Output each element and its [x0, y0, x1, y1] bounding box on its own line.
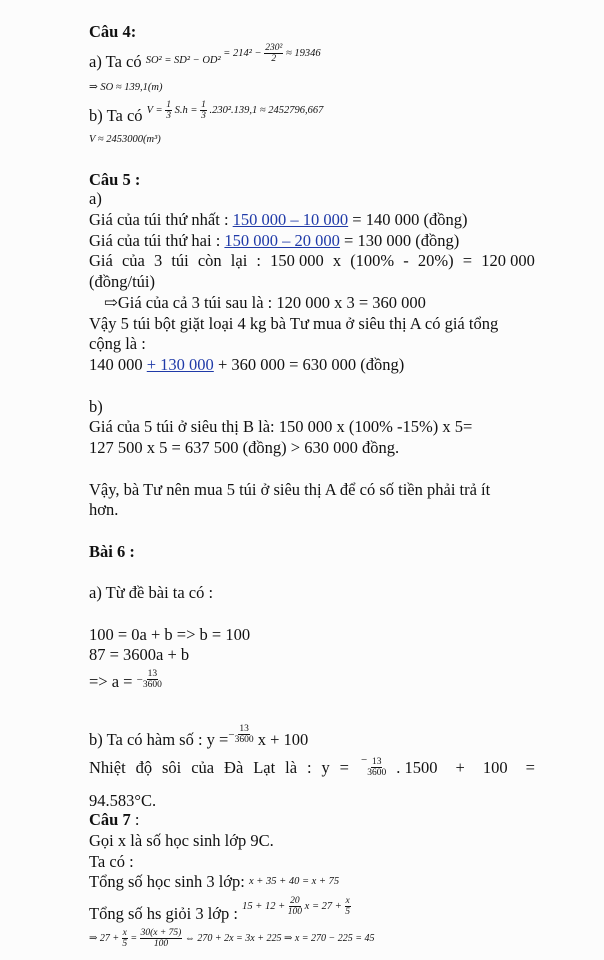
cau7-line4-frac2-den: 5 — [345, 907, 350, 918]
cau5-line2 — [89, 231, 459, 251]
cau4-b-prefix: b) Ta có — [89, 106, 143, 125]
cau4-a-formula — [145, 43, 321, 66]
bai6-temp-frac-num: 13 — [371, 757, 382, 767]
cau5-b-line3: Vậy, bà Tư nên mua 5 túi ở siêu thị A để có số tiền phải trả ít — [89, 480, 491, 499]
cau7-heading-line — [89, 810, 139, 830]
cau7-line5-frac2-num: 30(x + 75) — [140, 928, 182, 938]
cau5-b-line1: Giá của 5 túi ở siêu thị B là: 150 000 x (100% -15%) x 5= — [89, 417, 473, 436]
bai6-temp-tail-word: . 1500 — [396, 757, 438, 777]
cau5-line2-result: = 130 000 (đồng) — [339, 231, 460, 250]
bai6-temp-frac-den: 3600 — [367, 768, 387, 778]
cau7-line5-frac1 — [122, 928, 128, 949]
cau5-line6: cộng là : — [89, 334, 146, 353]
cau5-line3-word: - — [403, 251, 409, 270]
bai6-b-line — [89, 723, 309, 749]
cau7-line1: Gọi x là số học sinh lớp 9C. — [89, 831, 274, 850]
cau7-line4-part1: 15 + 12 + — [242, 901, 286, 912]
cau4-b-result: V ≈ 2453000(m³) — [89, 134, 161, 145]
cau7-line5-frac1-num: x — [122, 928, 127, 938]
cau4-b-formula-part2: S.h = — [174, 105, 198, 116]
cau5-line5: Vậy 5 túi bột giặt loại 4 kg bà Tư mua ở siêu thị A có giá tổng — [89, 314, 499, 333]
cau5-line1-link[interactable]: 150 000 – 10 000 — [232, 210, 349, 229]
cau4-a-formula-part3: ≈ 19346 — [285, 48, 321, 59]
bai6-b-text: b) Ta có hàm số : y = — [89, 730, 229, 749]
bai6-eq3-text: => a = — [89, 672, 133, 691]
cau7-heading-suffix: : — [130, 810, 140, 829]
cau4-a-prefix: a) Ta có — [89, 52, 142, 71]
cau4-b-frac1 — [165, 100, 172, 121]
cau5-line3-word: lại — [230, 251, 248, 270]
cau4-a-formula-part1: SO² = SD² − OD² — [145, 55, 221, 66]
cau7-line4-frac1-den: 100 — [287, 907, 303, 918]
bai6-temp-fraction — [367, 757, 386, 778]
cau5-line1-text: Giá của túi thứ nhất : — [89, 210, 233, 229]
cau5-b-line2: 127 500 x 5 = 637 500 (đồng) > 630 000 đồng. — [89, 438, 400, 457]
bai6-b-tail: x + 100 — [257, 730, 309, 749]
bai6-a-line: a) Từ đề bài ta có : — [89, 583, 214, 602]
cau4-a-result: ⇒ SO ≈ 139,1(m) — [89, 82, 163, 93]
bai6-temp-word: y — [321, 757, 330, 777]
bai6-temp-word: của — [191, 757, 215, 777]
bai6-eq1: 100 = 0a + b => b = 100 — [89, 625, 251, 644]
cau4-a-frac-den: 2 — [271, 54, 277, 65]
cau4-a-fraction — [264, 43, 283, 64]
cau7-line3-formula: x + 35 + 40 = x + 75 — [248, 876, 340, 887]
cau4-b-frac2-den: 3 — [201, 111, 206, 122]
cau4-a-formula-part2: = 214² − — [223, 48, 262, 59]
bai6-temp-word: độ — [135, 757, 153, 777]
cau5-line7-result: + 360 000 = 630 000 (đồng) — [213, 355, 405, 374]
bai6-b-frac-num: 13 — [239, 723, 249, 734]
cau5-line3 — [89, 251, 535, 271]
cau7-heading: Câu 7 — [89, 810, 131, 829]
bai6-temp-tail-word: = — [525, 757, 535, 777]
cau4-b-frac2-num: 1 — [201, 100, 206, 111]
bai6-temp-word: Lạt — [253, 757, 276, 777]
bai6-temp-word: = — [339, 757, 349, 777]
bai6-eq3 — [89, 668, 162, 690]
cau7-line4-text: Tổng số hs giỏi 3 lớp : — [89, 904, 238, 923]
cau4-b-frac1-num: 1 — [166, 100, 171, 111]
bai6-temp-words — [89, 758, 349, 778]
cau5-b-line4: hơn. — [89, 500, 119, 519]
bai6-eq3-frac-den: 3600 — [142, 679, 162, 690]
cau7-line4 — [89, 898, 351, 921]
cau5-line3-word: của — [121, 251, 145, 270]
cau7-line5-frac1-den: 5 — [122, 939, 128, 949]
cau5-line3-word: : — [256, 251, 261, 270]
cau4-b-formula-part1: V = — [146, 105, 163, 116]
bai6-b-frac-den: 3600 — [234, 734, 254, 745]
cau7-line5-part1: ⇒ 27 + — [89, 932, 120, 944]
cau7-line4-frac2-num: x — [345, 896, 350, 907]
cau5-line1-result: = 140 000 (đồng) — [348, 210, 468, 229]
cau5-line3-word: 150 000 — [270, 251, 324, 270]
cau7-line5-part3: ⇔ 270 + 2x = 3x + 225 ⇒ x = 270 − 225 = 45 — [184, 932, 375, 944]
cau7-line5-part2: = — [130, 932, 138, 944]
cau5-line3-word: 20%) — [417, 251, 454, 270]
cau7-line5-frac2 — [140, 928, 183, 949]
cau5-part-a: a) — [89, 189, 102, 208]
cau7-line3-text: Tổng số học sinh 3 lớp: — [89, 872, 245, 891]
cau5-line3-word: còn — [197, 251, 222, 270]
bai6-eq3-fraction — [143, 669, 162, 690]
cau5-line3-cont: (đồng/túi) — [89, 272, 155, 291]
cau5-line2-link[interactable]: 150 000 – 20 000 — [224, 231, 340, 250]
bai6-temp-word: : — [306, 757, 312, 777]
cau4-b-line — [89, 100, 323, 123]
cau5-part-b: b) — [89, 397, 103, 416]
cau5-line4: ⇨Giá của cả 3 túi sau là : 120 000 x 3 = 360 000 — [104, 293, 426, 312]
bai6-temp-tail-word: + — [455, 757, 465, 777]
bai6-heading: Bài 6 : — [89, 542, 135, 561]
bai6-temp-word: Nhiệt — [89, 757, 126, 777]
cau5-line3-word: (100% — [350, 251, 395, 270]
cau4-b-formula-part3: .230².139,1 ≈ 2452796,667 — [209, 105, 324, 116]
cau7-line2: Ta có : — [89, 852, 134, 871]
cau4-a-frac-num: 230² — [265, 43, 283, 54]
cau5-line1 — [89, 210, 467, 230]
bai6-eq3-frac-num: 13 — [147, 668, 158, 679]
cau5-line3-word: x — [332, 251, 342, 270]
bai6-b-minus: − — [228, 729, 235, 741]
cau5-line7-link[interactable]: + 130 000 — [146, 355, 214, 374]
cau5-line3-word: túi — [171, 251, 189, 270]
cau4-b-frac1-den: 3 — [166, 111, 171, 122]
cau5-line3-word: Giá — [89, 251, 113, 270]
bai6-b-fraction — [235, 724, 254, 745]
bai6-temp-result: 94.583°C. — [89, 791, 157, 810]
bai6-temp-tail — [396, 758, 535, 778]
cau7-line3 — [89, 872, 339, 895]
cau7-line4-formula — [242, 896, 351, 918]
cau4-b-frac2 — [200, 100, 207, 121]
cau5-heading: Câu 5 : — [89, 170, 141, 189]
cau5-line3-word: 120 000 — [481, 251, 535, 270]
cau5-line3-word: = — [462, 251, 473, 270]
cau7-line5 — [89, 928, 375, 949]
bai6-temp-word: sôi — [162, 757, 182, 777]
bai6-eq3-minus: − — [136, 674, 143, 686]
cau5-line7-text: 140 000 — [89, 355, 147, 374]
cau7-line4-frac2 — [345, 896, 351, 917]
cau5-line3-word: 3 — [153, 251, 163, 270]
bai6-temp-minus: − — [361, 753, 368, 766]
cau7-line4-part2: x = 27 + — [304, 901, 342, 912]
cau4-heading: Câu 4: — [89, 22, 137, 41]
cau4-b-formula — [146, 100, 324, 122]
cau7-line5-frac2-den: 100 — [153, 939, 169, 949]
cau5-line2-text: Giá của túi thứ hai : — [89, 231, 225, 250]
bai6-eq2: 87 = 3600a + b — [89, 645, 190, 664]
cau7-line4-frac1-num: 20 — [290, 896, 300, 907]
bai6-temp-word: là — [285, 757, 298, 777]
bai6-temp-line — [89, 753, 535, 778]
bai6-temp-word: Đà — [224, 757, 244, 777]
cau5-line7 — [89, 355, 404, 375]
cau4-a-formula-sup — [223, 43, 321, 65]
cau4-a-line — [89, 43, 321, 75]
cau7-line4-frac1 — [288, 896, 302, 917]
bai6-temp-tail-word: 100 — [482, 757, 508, 777]
